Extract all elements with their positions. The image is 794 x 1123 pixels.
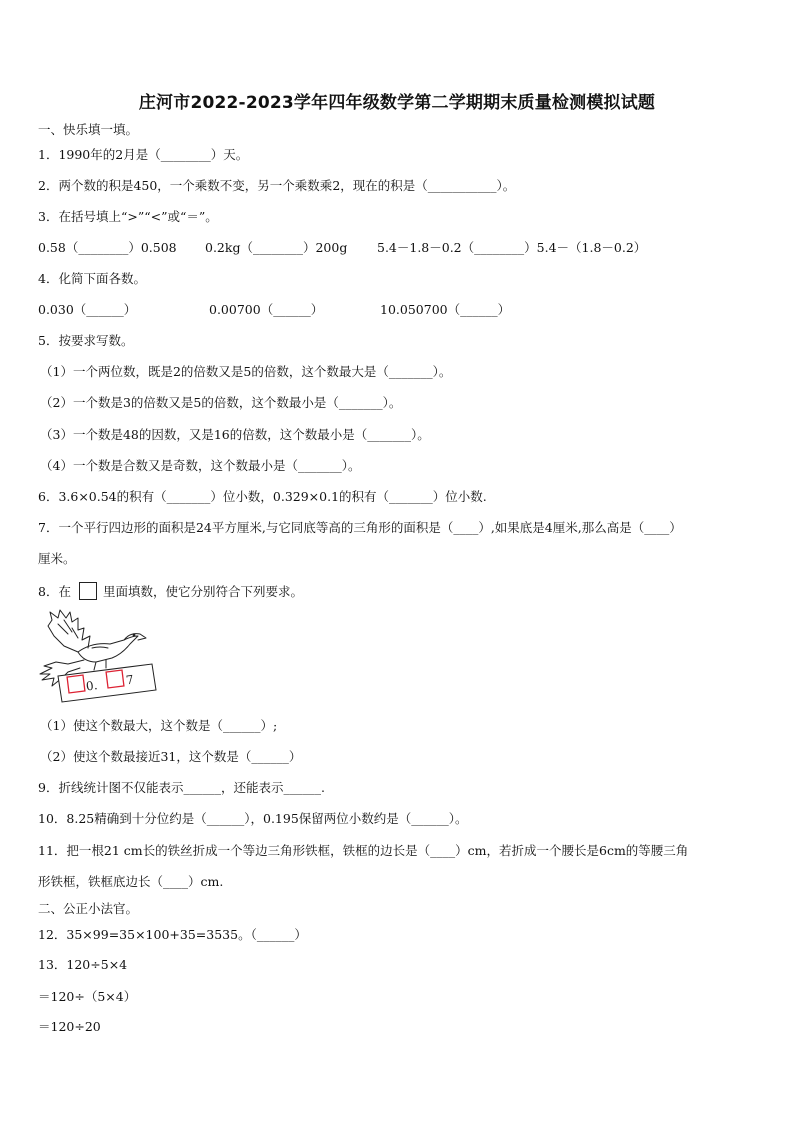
- question-13-step: ＝120÷（5×4）: [38, 989, 137, 1004]
- question-7-line-2: 厘米。: [38, 551, 76, 566]
- question-9: 9．折线统计图不仅能表示______，还能表示______.: [38, 780, 325, 795]
- question-4-item: 10.050700（______）: [380, 302, 511, 317]
- question-4: 4．化简下面各数。: [38, 271, 146, 286]
- card-last-digit: 7: [125, 672, 135, 688]
- question-4-item: 0.00700（______）: [209, 302, 324, 317]
- section-1-heading: 一、快乐填一填。: [38, 122, 139, 137]
- blank-box-icon: [79, 582, 97, 600]
- bird-holding-card-illustration: [34, 606, 164, 710]
- question-5-item: （2）一个数是3的倍数又是5的倍数，这个数最小是（_______）。: [40, 395, 402, 410]
- question-4-item: 0.030（______）: [38, 302, 137, 317]
- question-10: 10．8.25精确到十分位约是（______），0.195保留两位小数约是（______）。: [38, 811, 468, 826]
- question-7-line-1: 7．一个平行四边形的面积是24平方厘米,与它同底等高的三角形的面积是（____）,如果底是4厘米,那么高是（____）: [38, 520, 682, 535]
- section-2-heading: 二、公正小法官。: [38, 901, 139, 916]
- question-3-item: 0.2kg（________）200g: [205, 240, 348, 255]
- question-13-step: ＝120÷20: [38, 1019, 101, 1034]
- question-5-item: （4）一个数是合数又是奇数，这个数最小是（_______）。: [40, 458, 361, 473]
- question-5-item: （1）一个两位数，既是2的倍数又是5的倍数，这个数最大是（_______）。: [40, 364, 452, 379]
- page-title: 庄河市2022-2023学年四年级数学第二学期期末质量检测模拟试题: [138, 93, 656, 113]
- question-5-item: （3）一个数是48的因数，又是16的倍数，这个数最小是（_______）。: [40, 427, 430, 442]
- question-5: 5．按要求写数。: [38, 333, 134, 348]
- question-8-item: （1）使这个数最大，这个数是（______）;: [40, 718, 278, 733]
- question-12: 12．35×99=35×100+35=3535。（______）: [38, 927, 307, 942]
- question-1: 1．1990年的2月是（________）天。: [38, 147, 249, 162]
- question-11-line-2: 形铁框，铁框底边长（____）cm.: [38, 874, 224, 889]
- question-3-item: 0.58（________）0.508: [38, 240, 177, 255]
- question-6: 6．3.6×0.54的积有（_______）位小数，0.329×0.1的积有（_______）位小数.: [38, 489, 487, 504]
- question-3: 3．在括号填上“>”“<”或“＝”。: [38, 209, 218, 224]
- question-13: 13．120÷5×4: [38, 957, 128, 972]
- card-decimal-point: 0.: [85, 678, 99, 694]
- question-8-prefix: 8．在: [38, 584, 71, 599]
- question-3-items: [38, 240, 778, 256]
- question-4-items: [38, 302, 778, 318]
- question-11-line-1: 11．把一根21 cm长的铁丝折成一个等边三角形铁框，铁框的边长是（____）cm，若折成一个腰长是6cm的等腰三角: [38, 843, 689, 858]
- number-card: [58, 664, 156, 702]
- question-8-item: （2）使这个数最接近31，这个数是（______）: [40, 749, 302, 764]
- question-8-suffix: 里面填数，使它分别符合下列要求。: [102, 584, 303, 599]
- question-2: 2．两个数的积是450，一个乘数不变，另一个乘数乘2，现在的积是（___________）。: [38, 178, 516, 193]
- question-8: [38, 582, 303, 600]
- question-3-item: 5.4－1.8－0.2（________）5.4－（1.8－0.2）: [377, 240, 647, 255]
